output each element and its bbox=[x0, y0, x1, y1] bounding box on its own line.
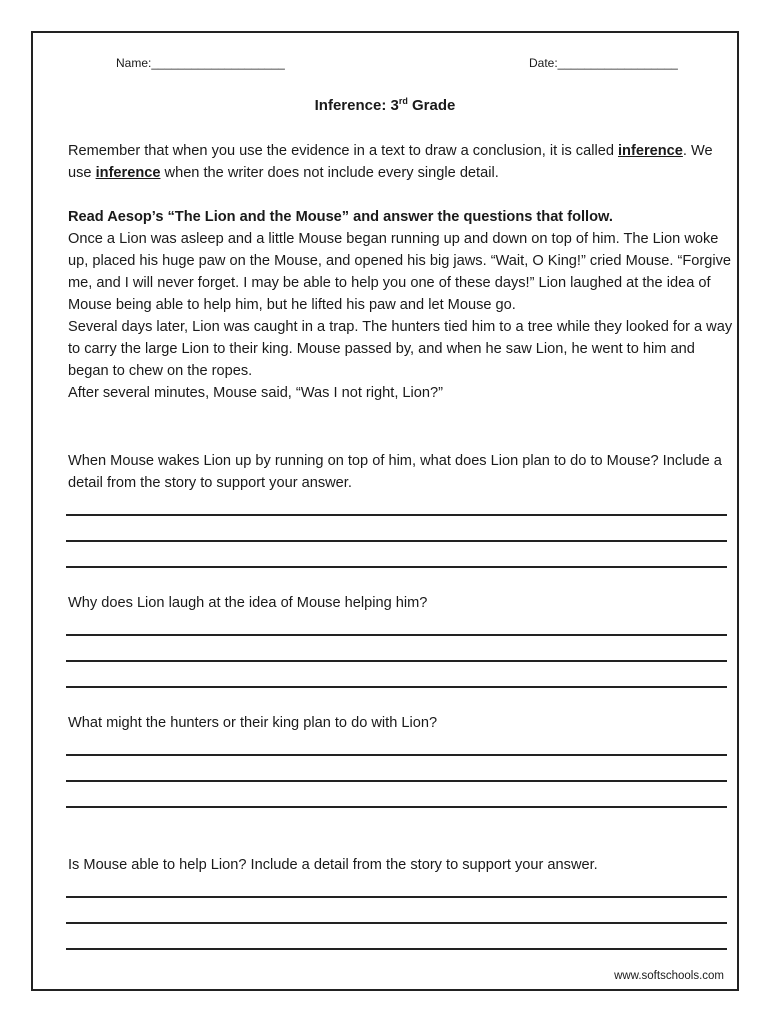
intro-text-2: . We use bbox=[68, 143, 713, 181]
question-1: When Mouse wakes Lion up by running on top of him, what does Lion plan to do to Mouse? Include a detail from the story to support your answer. bbox=[68, 453, 722, 491]
title-suffix: Grade bbox=[407, 97, 456, 114]
story-instruction: Read Aesop’s “The Lion and the Mouse” and answer the questions that follow. bbox=[68, 209, 613, 225]
answer-line[interactable] bbox=[66, 806, 727, 808]
answer-line[interactable] bbox=[66, 780, 727, 782]
answer-line[interactable] bbox=[66, 660, 727, 662]
intro-paragraph bbox=[68, 140, 738, 184]
intro-text-1: Remember that when you use the evidence in a text to draw a conclusion, it is called bbox=[68, 143, 618, 159]
intro-term-1: inference bbox=[618, 143, 683, 159]
name-field-label: Name:____________________ bbox=[116, 56, 285, 70]
answer-line[interactable] bbox=[66, 686, 727, 688]
answer-line[interactable] bbox=[66, 634, 727, 636]
question-2: Why does Lion laugh at the idea of Mouse helping him? bbox=[68, 595, 428, 611]
answer-line[interactable] bbox=[66, 754, 727, 756]
answer-line[interactable] bbox=[66, 540, 727, 542]
story-paragraph: Once a Lion was asleep and a little Mouse began running up and down on top of him. The Lion woke up, placed his huge paw on the Mouse, and opened his big jaws. “Wait, O King!” cried Mouse. “Forgive me, and I will never forget. I may be able to help you one of these days!” Lion laughed at the idea of Mouse being able to help him, but he lifted his paw and let Mouse go. bbox=[68, 231, 732, 313]
date-field-label: Date:__________________ bbox=[529, 56, 678, 70]
answer-line[interactable] bbox=[66, 566, 727, 568]
question-4: Is Mouse able to help Lion? Include a detail from the story to support your answer. bbox=[68, 857, 598, 873]
website-footer: www.softschools.com bbox=[614, 970, 724, 982]
story-paragraph: After several minutes, Mouse said, “Was I not right, Lion?” bbox=[68, 385, 443, 401]
page-title bbox=[0, 96, 770, 114]
answer-line[interactable] bbox=[66, 896, 727, 898]
story-section bbox=[68, 206, 738, 404]
title-superscript: rd bbox=[398, 96, 408, 106]
intro-text-3: when the writer does not include every single detail. bbox=[160, 165, 499, 181]
answer-line[interactable] bbox=[66, 514, 727, 516]
answer-line[interactable] bbox=[66, 922, 727, 924]
story-paragraph: Several days later, Lion was caught in a trap. The hunters tied him to a tree while they looked for a way to carry the large Lion to their king. Mouse passed by, and when he saw Lion, he went to him and began to chew on the ropes. bbox=[68, 319, 733, 379]
question-3: What might the hunters or their king plan to do with Lion? bbox=[68, 715, 438, 731]
intro-term-2: inference bbox=[95, 165, 161, 181]
answer-line[interactable] bbox=[66, 948, 727, 950]
title-prefix: Inference: 3 bbox=[314, 97, 399, 114]
